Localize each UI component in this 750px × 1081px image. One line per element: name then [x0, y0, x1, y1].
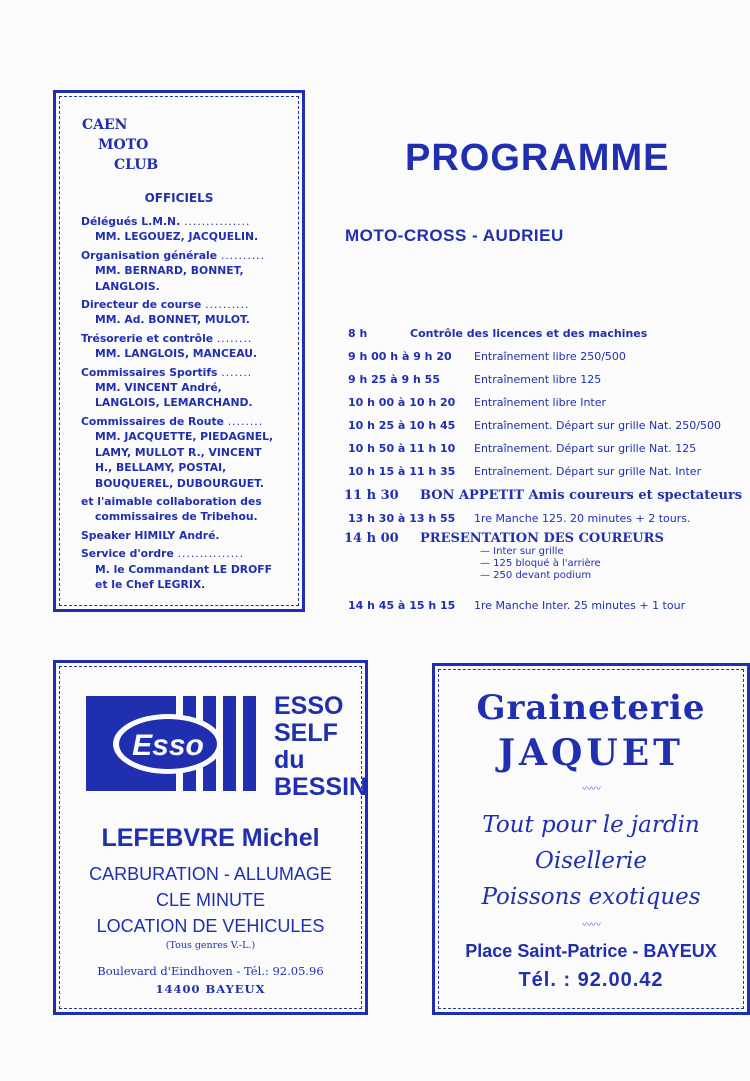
official-role: et l'aimable collaboration des [81, 494, 262, 508]
official-names: MM. BERNARD, BONNET, LANGLOIS. [95, 264, 244, 293]
official-names: MM. LEGOUEZ, JACQUELIN. [95, 230, 259, 244]
jaquet-title: JAQUET [498, 732, 684, 774]
graineterie-title: Graineterie [476, 688, 706, 728]
schedule-row [348, 373, 601, 386]
schedule-desc: Entraînement libre 250/500 [474, 350, 626, 363]
leader-dots: ............... [177, 547, 245, 561]
schedule-desc: Entraînement libre Inter [474, 396, 607, 409]
official-entry [81, 248, 281, 294]
presentation-sub-item: — Inter sur grille [480, 546, 564, 557]
schedule-row [348, 350, 626, 363]
schedule-row [348, 327, 647, 340]
official-entry [81, 214, 281, 245]
presentation-sub-item: — 250 devant podium [480, 570, 592, 581]
squiggle-divider-2: 〰〰 [582, 920, 600, 931]
esso-logo-text: Esso [132, 729, 204, 762]
schedule-desc: Entraînement. Départ sur grille Nat. Inter [474, 465, 702, 478]
leader-dots: ............... [183, 215, 251, 228]
esso-right-line: SELF [274, 719, 338, 747]
officials-box [53, 90, 305, 612]
official-role: Trésorerie et contrôle [81, 331, 214, 345]
official-names: MM. LANGLOIS, MANCEAU. [95, 347, 258, 361]
esso-owner-name: LEFEBVRE Michel [101, 824, 320, 852]
officials-title: OFFICIELS [144, 191, 214, 205]
officials-list [81, 214, 281, 595]
schedule-desc: 1re Manche 125. 20 minutes + 2 tours. [474, 512, 691, 525]
esso-right-line: du [274, 746, 305, 774]
squiggle-divider-1: 〰〰 [582, 784, 600, 795]
schedule-time: 11 h 30 [344, 488, 399, 503]
club-name-line-1: CAEN [82, 117, 128, 133]
esso-advert [53, 660, 368, 1015]
official-role: Délégués L.M.N. [81, 215, 181, 228]
graineterie-place: Place Saint-Patrice - BAYEUX [465, 941, 717, 961]
leader-dots: .......... [205, 298, 250, 312]
official-entry [81, 414, 281, 491]
leader-dots: ........ [227, 414, 264, 428]
esso-address: Boulevard d'Eindhoven - Tél.: 92.05.96 [97, 964, 324, 978]
schedule-time: 9 h 00 h à 9 h 20 [348, 350, 452, 363]
schedule-row [344, 488, 742, 503]
schedule-desc: Entraînement. Départ sur grille Nat. 125 [474, 442, 697, 455]
schedule-row [348, 396, 606, 409]
official-names: MM. VINCENT André, LANGLOIS, LEMARCHAND. [95, 381, 253, 410]
programme-subtitle: MOTO-CROSS - AUDRIEU [345, 226, 564, 245]
club-name-line-2: MOTO [98, 137, 149, 153]
graineterie-advert [432, 663, 750, 1015]
official-entry [81, 297, 281, 328]
schedule-desc: PRESENTATION DES COUREURS [420, 531, 664, 546]
official-names: MM. JACQUETTE, PIEDAGNEL, LAMY, MULLOT R., VINCENT H., BELLAMY, POSTAI, BOUQUEREL, DUBOURGUET. [95, 430, 274, 490]
leader-dots: .......... [220, 248, 266, 262]
schedule-row [348, 465, 701, 478]
official-role: Commissaires Sportifs [81, 365, 218, 379]
esso-line-1: CARBURATION - ALLUMAGE [89, 864, 332, 884]
schedule-row [348, 419, 721, 432]
esso-right-line: BESSIN [274, 773, 368, 801]
esso-self-bessin [274, 693, 367, 801]
esso-city: 14400 BAYEUX [155, 982, 266, 996]
official-role: Directeur de course [81, 298, 202, 312]
official-entry [81, 365, 281, 411]
esso-line-2: CLE MINUTE [155, 890, 265, 910]
schedule-desc: BON APPETIT Amis coureurs et spectateurs [420, 488, 743, 503]
schedule-row [348, 512, 691, 525]
schedule-time: 8 h [348, 327, 368, 340]
presentation-sub-item: — 125 bloqué à l'arrière [480, 558, 601, 569]
graineterie-phone: Tél. : 92.00.42 [518, 969, 664, 991]
schedule-desc: Entraînement. Départ sur grille Nat. 250/500 [474, 419, 721, 432]
schedule-desc: Entraînement libre 125 [474, 373, 602, 386]
script-line-3: Poissons exotiques [481, 884, 701, 910]
schedule-time: 10 h 00 à 10 h 20 [348, 396, 456, 409]
esso-small-note: (Tous genres V.-L.) [165, 940, 256, 951]
official-role: Speaker HIMILY André. [81, 528, 220, 542]
schedule-row [344, 531, 664, 582]
official-role: Commissaires de Route [81, 414, 224, 428]
schedule-desc: Contrôle des licences et des machines [410, 327, 648, 340]
official-role: Organisation générale [81, 248, 218, 262]
official-names: M. le Commandant LE DROFF et le Chef LEGRIX. [95, 562, 273, 591]
official-entry [81, 546, 281, 592]
official-entry [81, 331, 281, 362]
programme-title: PROGRAMME [405, 137, 670, 179]
schedule-row [348, 442, 696, 455]
schedule-time: 14 h 45 à 15 h 15 [348, 599, 456, 612]
schedule-time: 14 h 00 [344, 531, 399, 546]
esso-logo [86, 696, 256, 791]
esso-right-line: ESSO [274, 692, 344, 720]
official-entry [81, 494, 281, 525]
leader-dots: ........ [216, 331, 253, 345]
esso-line-3: LOCATION DE VEHICULES [96, 916, 325, 936]
official-names: MM. Ad. BONNET, MULOT. [95, 313, 250, 327]
schedule-desc: 1re Manche Inter. 25 minutes + 1 tour [474, 599, 686, 612]
official-role: Service d'ordre [81, 547, 174, 561]
official-entry [81, 528, 281, 543]
club-name-line-3: CLUB [114, 157, 159, 173]
script-line-2: Oisellerie [535, 848, 647, 874]
script-line-1: Tout pour le jardin [482, 812, 700, 838]
schedule-time: 10 h 50 à 11 h 10 [348, 442, 456, 455]
leader-dots: ....... [221, 365, 253, 379]
schedule-time: 13 h 30 à 13 h 55 [348, 512, 456, 525]
schedule-time: 10 h 25 à 10 h 45 [348, 419, 456, 432]
official-names: commissaires de Tribehou. [95, 510, 258, 524]
schedule-time: 10 h 15 à 11 h 35 [348, 465, 456, 478]
schedule-row [348, 599, 685, 612]
schedule-time: 9 h 25 à 9 h 55 [348, 373, 440, 386]
